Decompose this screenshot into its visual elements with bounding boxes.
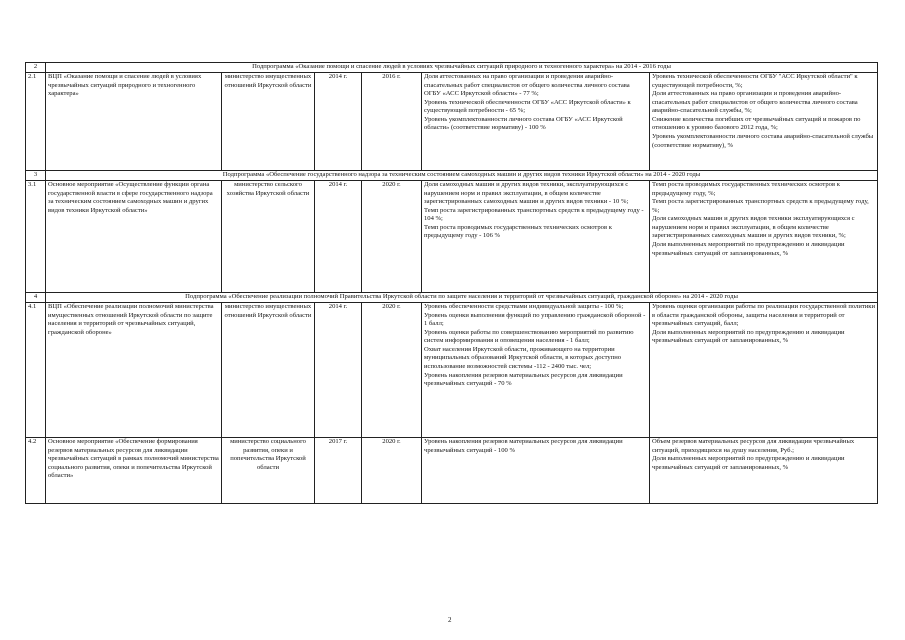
- table-row: [26, 181, 878, 293]
- target-indicators-item: Уровень оценки работы по совершенствованию мероприятий по развитию систем информирования и оповещения населения - 1 балл;: [424, 328, 634, 345]
- row-number: 4.2: [26, 438, 46, 504]
- result-indicators-item: Темп роста проводимых государственных технических осмотров к предыдущему году, %;: [652, 181, 840, 197]
- target-indicators-item: Темп роста проводимых государственных технических осмотров к предыдущему году - 106 %: [424, 223, 612, 240]
- responsible-executor: министерство имущественных отношений Иркутской области: [222, 73, 315, 171]
- end-year: 2020 г.: [362, 438, 422, 504]
- activity-name: Основное мероприятие «Осуществление функции органа государственной власти в сфере государственного надзора за техническим состоянием самоходных машин и других видов техники Иркутской области»: [46, 181, 222, 293]
- start-year: 2014 г.: [315, 303, 362, 438]
- result-indicators-item: Доля аттестованных на право организации и проведения аварийно-спасательных работ специалистов от общего количества личного состава аварийно-спасательной службы, %;: [652, 90, 858, 115]
- target-indicators: [422, 303, 650, 438]
- responsible-executor: министерство имущественных отношений Иркутской области: [222, 303, 315, 438]
- target-indicators-item: Уровень оценки выполнения функций по управлению гражданской обороной - 1 балл;: [424, 311, 646, 328]
- result-indicators-item: Снижение количества погибших от чрезвычайных ситуаций и пожаров по отношению к уровню базового 2012 года, %;: [652, 115, 861, 132]
- result-indicators-item: Доля выполненных мероприятий по предупреждению и ликвидации чрезвычайных ситуаций от запланированных, %: [652, 455, 845, 471]
- end-year: 2020 г.: [362, 303, 422, 438]
- page-number: 2: [448, 616, 452, 624]
- result-indicators-item: Доля выполненных мероприятий по предупреждению и ликвидации чрезвычайных ситуаций от запланированных, %: [652, 240, 845, 257]
- result-indicators: [650, 303, 878, 438]
- subprogram-header-row: [26, 63, 878, 73]
- result-indicators: [650, 438, 878, 504]
- section-number: 4: [26, 293, 46, 303]
- target-indicators: [422, 438, 650, 504]
- responsible-executor: министерство сельского хозяйства Иркутской области: [222, 181, 315, 293]
- row-number: 4.1: [26, 303, 46, 438]
- subprogram-title: Подпрограмма «Обеспечение реализации полномочий Правительства Иркутской области по защите населения и территорий от чрезвычайных ситуаций, гражданской обороне» на 2014 - 2020 годы: [46, 293, 878, 303]
- result-indicators: [650, 73, 878, 171]
- target-indicators-item: Охват населения Иркутской области, проживающего на территории муниципальных образований Иркутской области, в которых доступно использование возможностей системы -112 - 2400 тыс. чел;: [424, 345, 622, 370]
- result-indicators-item: Объем резервов материальных ресурсов для ликвидации чрезвычайных ситуаций, приходящихся на душу населения, Руб.;: [652, 438, 855, 454]
- activity-name: ВЦП «Оказание помощи и спасение людей в условиях чрезвычайных ситуаций природного и техногенного характера»: [46, 73, 222, 171]
- target-indicators-item: Уровень технической обеспеченности ОГБУ «АСС Иркутской области» к существующей потребности - 65 %;: [424, 98, 631, 115]
- target-indicators-item: Уровень накопления резервов материальных ресурсов для ликвидации чрезвычайных ситуаций - 70 %: [424, 371, 623, 388]
- target-indicators-item: Уровень укомплектованности личного состава ОГБУ «АСС Иркутской области» (соответствие нормативу) - 100 %: [424, 115, 623, 132]
- target-indicators-item: Темп роста зарегистрированных транспортных средств к предыдущему году - 104 %;: [424, 206, 644, 223]
- result-indicators: [650, 181, 878, 293]
- target-indicators-item: Доля аттестованных на право организации и проведения аварийно-спасательных работ специалистов от общего количества личного состава ОГБУ «АСС Иркутской области» - 77 %;: [424, 73, 630, 98]
- end-year: 2016 г.: [362, 73, 422, 171]
- subprogram-header-row: [26, 293, 878, 303]
- row-number: 3.1: [26, 181, 46, 293]
- end-year: 2020 г.: [362, 181, 422, 293]
- result-indicators-item: Уровень оценки организации работы по реализации государственной политики в области гражданской обороны, защиты населения и территорий от чрезвычайных ситуаций, балл;: [652, 303, 876, 328]
- result-indicators-item: Доля выполненных мероприятий по предупреждению и ликвидации чрезвычайных ситуаций от запланированных, %: [652, 328, 845, 345]
- start-year: 2017 г.: [315, 438, 362, 504]
- activity-name: ВЦП «Обеспечение реализации полномочий министерства имущественных отношений Иркутской области по защите населения и территорий от чрезвычайных ситуаций, гражданской обороне»: [46, 303, 222, 438]
- target-indicators: [422, 73, 650, 171]
- start-year: 2014 г.: [315, 181, 362, 293]
- table-row: [26, 438, 878, 504]
- start-year: 2014 г.: [315, 73, 362, 171]
- table-row: [26, 73, 878, 171]
- result-indicators-item: Доля самоходных машин и других видов техники эксплуатирующихся с нарушением норм и правил эксплуатации, в общем количестве зарегистрированных самоходных машин и других видов техники, %;: [652, 215, 855, 240]
- target-indicators-item: Доля самоходных машин и других видов техники, эксплуатирующихся с нарушением норм и правил эксплуатации, в общем количестве зарегистрированных самоходных машин и других видов техники - 10 %;: [424, 181, 629, 206]
- responsible-executor: министерство социального развития, опеки и попечительства Иркутской области: [222, 438, 315, 504]
- target-indicators-item: Уровень обеспеченности средствами индивидуальной защиты - 100 %;: [424, 303, 624, 310]
- program-table: [25, 62, 878, 504]
- table-row: [26, 303, 878, 438]
- target-indicators: [422, 181, 650, 293]
- target-indicators-item: Уровень накопления резервов материальных ресурсов для ликвидации чрезвычайных ситуаций - 100 %: [424, 438, 623, 454]
- section-number: 3: [26, 171, 46, 181]
- row-number: 2.1: [26, 73, 46, 171]
- activity-name: Основное мероприятие «Обеспечение формирования резервов материальных ресурсов для ликвидации чрезвычайных ситуаций в рамках полномочий министерства социального развития, опеки и попечительства Иркутской области»: [46, 438, 222, 504]
- subprogram-title: Подпрограмма «Обеспечение государственного надзора за техническим состоянием самоходных машин и других видов техники Иркутской области» на 2014 - 2020 годы: [46, 171, 878, 181]
- section-number: 2: [26, 63, 46, 73]
- result-indicators-item: Уровень укомплектованности личного состава аварийно-спасательной службы (соответствие нормативу), %: [652, 132, 874, 149]
- result-indicators-item: Темп роста зарегистрированных транспортных средств к предыдущему году, %;: [652, 198, 869, 214]
- subprogram-header-row: [26, 171, 878, 181]
- result-indicators-item: Уровень технической обеспеченности ОГБУ "АСС Иркутской области" к существующей потребности, %;: [652, 73, 858, 89]
- subprogram-title: Подпрограмма «Оказание помощи и спасение людей в условиях чрезвычайных ситуаций природного и техногенного характера» на 2014 - 2016 годы: [46, 63, 878, 73]
